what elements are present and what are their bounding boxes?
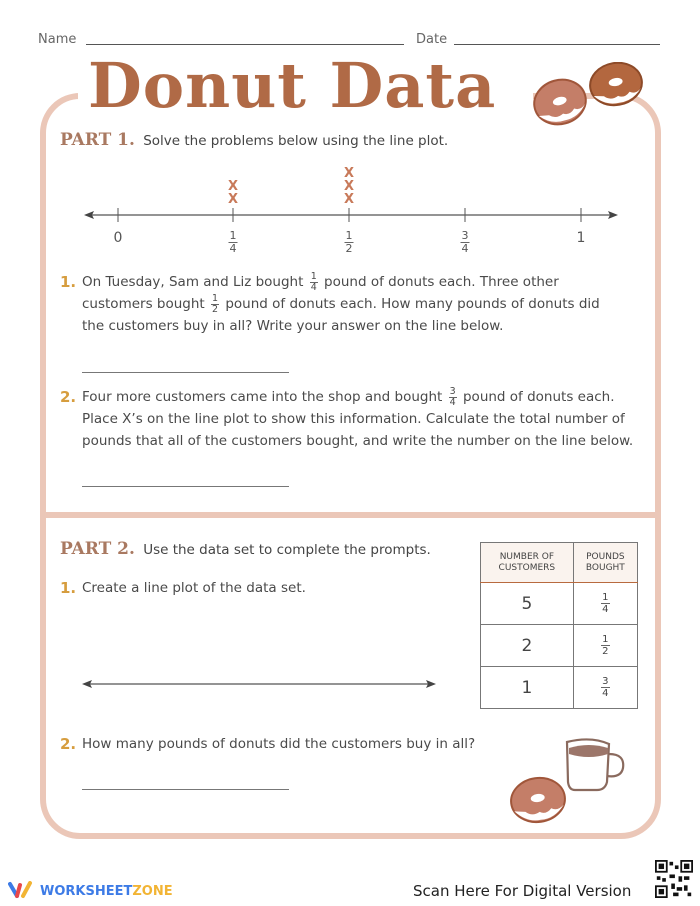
x-mark: X <box>227 192 239 207</box>
name-field[interactable] <box>86 44 404 45</box>
part2-instruction: Use the data set to complete the prompts. <box>143 542 431 558</box>
donut-icon <box>508 774 568 825</box>
qr-code-icon[interactable] <box>655 860 693 898</box>
part2-question-1: 1. Create a line plot of the data set. <box>60 579 306 597</box>
date-label: Date <box>416 32 448 47</box>
table-row: 5 $\frac{1}{4}$ <box>481 583 638 625</box>
date-field[interactable] <box>454 44 660 45</box>
question-number: 2. <box>60 388 77 406</box>
page-title: Donut Data <box>88 49 497 122</box>
part1-line-plot[interactable] <box>82 200 622 260</box>
donut-icon <box>530 62 650 132</box>
tick-label-one-quarter: $\frac{1}{4}$ <box>229 229 237 255</box>
logo-icon <box>8 881 34 899</box>
part1-question-1: 1. On Tuesday, Sam and Liz bought $\frac{1}{4}$ pound of donuts each. Three other customers bought $\frac{1}{2}$ pound of donuts each. How many pounds of donuts did the customers buy in all? Write your answer on the line below. <box>60 270 600 334</box>
worksheet-zone-logo[interactable] <box>8 880 173 899</box>
part2-tag: PART 2. <box>60 539 135 559</box>
question-number: 1. <box>60 579 77 597</box>
x-mark: X <box>343 166 355 181</box>
part2-heading <box>60 539 431 559</box>
question-number: 1. <box>60 273 77 291</box>
header-pounds: POUNDS BOUGHT <box>573 543 637 583</box>
question-number: 2. <box>60 735 77 753</box>
answer-line-part1-q2[interactable] <box>82 486 289 487</box>
x-mark: X <box>343 192 355 207</box>
x-mark: X <box>227 179 239 194</box>
brand-worksheet: WORKSHEET <box>40 884 133 899</box>
coffee-mug-icon <box>505 732 635 827</box>
part2-question-2: 2. How many pounds of donuts did the customers buy in all? <box>60 735 476 753</box>
tick-label-0: 0 <box>113 230 123 246</box>
table-row: 1 $\frac{3}{4}$ <box>481 667 638 709</box>
name-label: Name <box>38 32 77 47</box>
part1-question-2: 2. Four more customers came into the shop and bought $\frac{3}{4}$ pound of donuts each. Place X’s on the line plot to show this information. Calculate the total number of pounds that all of the customers bought, and write the number on the line below. <box>60 385 634 449</box>
part-divider <box>40 512 661 518</box>
tick-label-three-quarters: $\frac{3}{4}$ <box>461 229 469 255</box>
part1-tag: PART 1. <box>60 130 135 150</box>
scan-prompt: Scan Here For Digital Version <box>413 882 632 900</box>
tick-label-one-half: $\frac{1}{2}$ <box>345 229 353 255</box>
answer-line-part1-q1[interactable] <box>82 372 289 373</box>
blank-line-plot[interactable] <box>80 676 438 692</box>
tick-label-1: 1 <box>576 230 586 246</box>
table-row: 2 $\frac{1}{2}$ <box>481 625 638 667</box>
part1-heading <box>60 130 448 150</box>
answer-line-part2-q2[interactable] <box>82 789 289 790</box>
table-header-row <box>481 543 638 583</box>
x-mark: X <box>343 179 355 194</box>
part1-instruction: Solve the problems below using the line plot. <box>143 133 449 149</box>
data-table <box>480 542 638 709</box>
header-customers: NUMBER OF CUSTOMERS <box>481 543 574 583</box>
brand-zone: ZONE <box>132 884 173 899</box>
